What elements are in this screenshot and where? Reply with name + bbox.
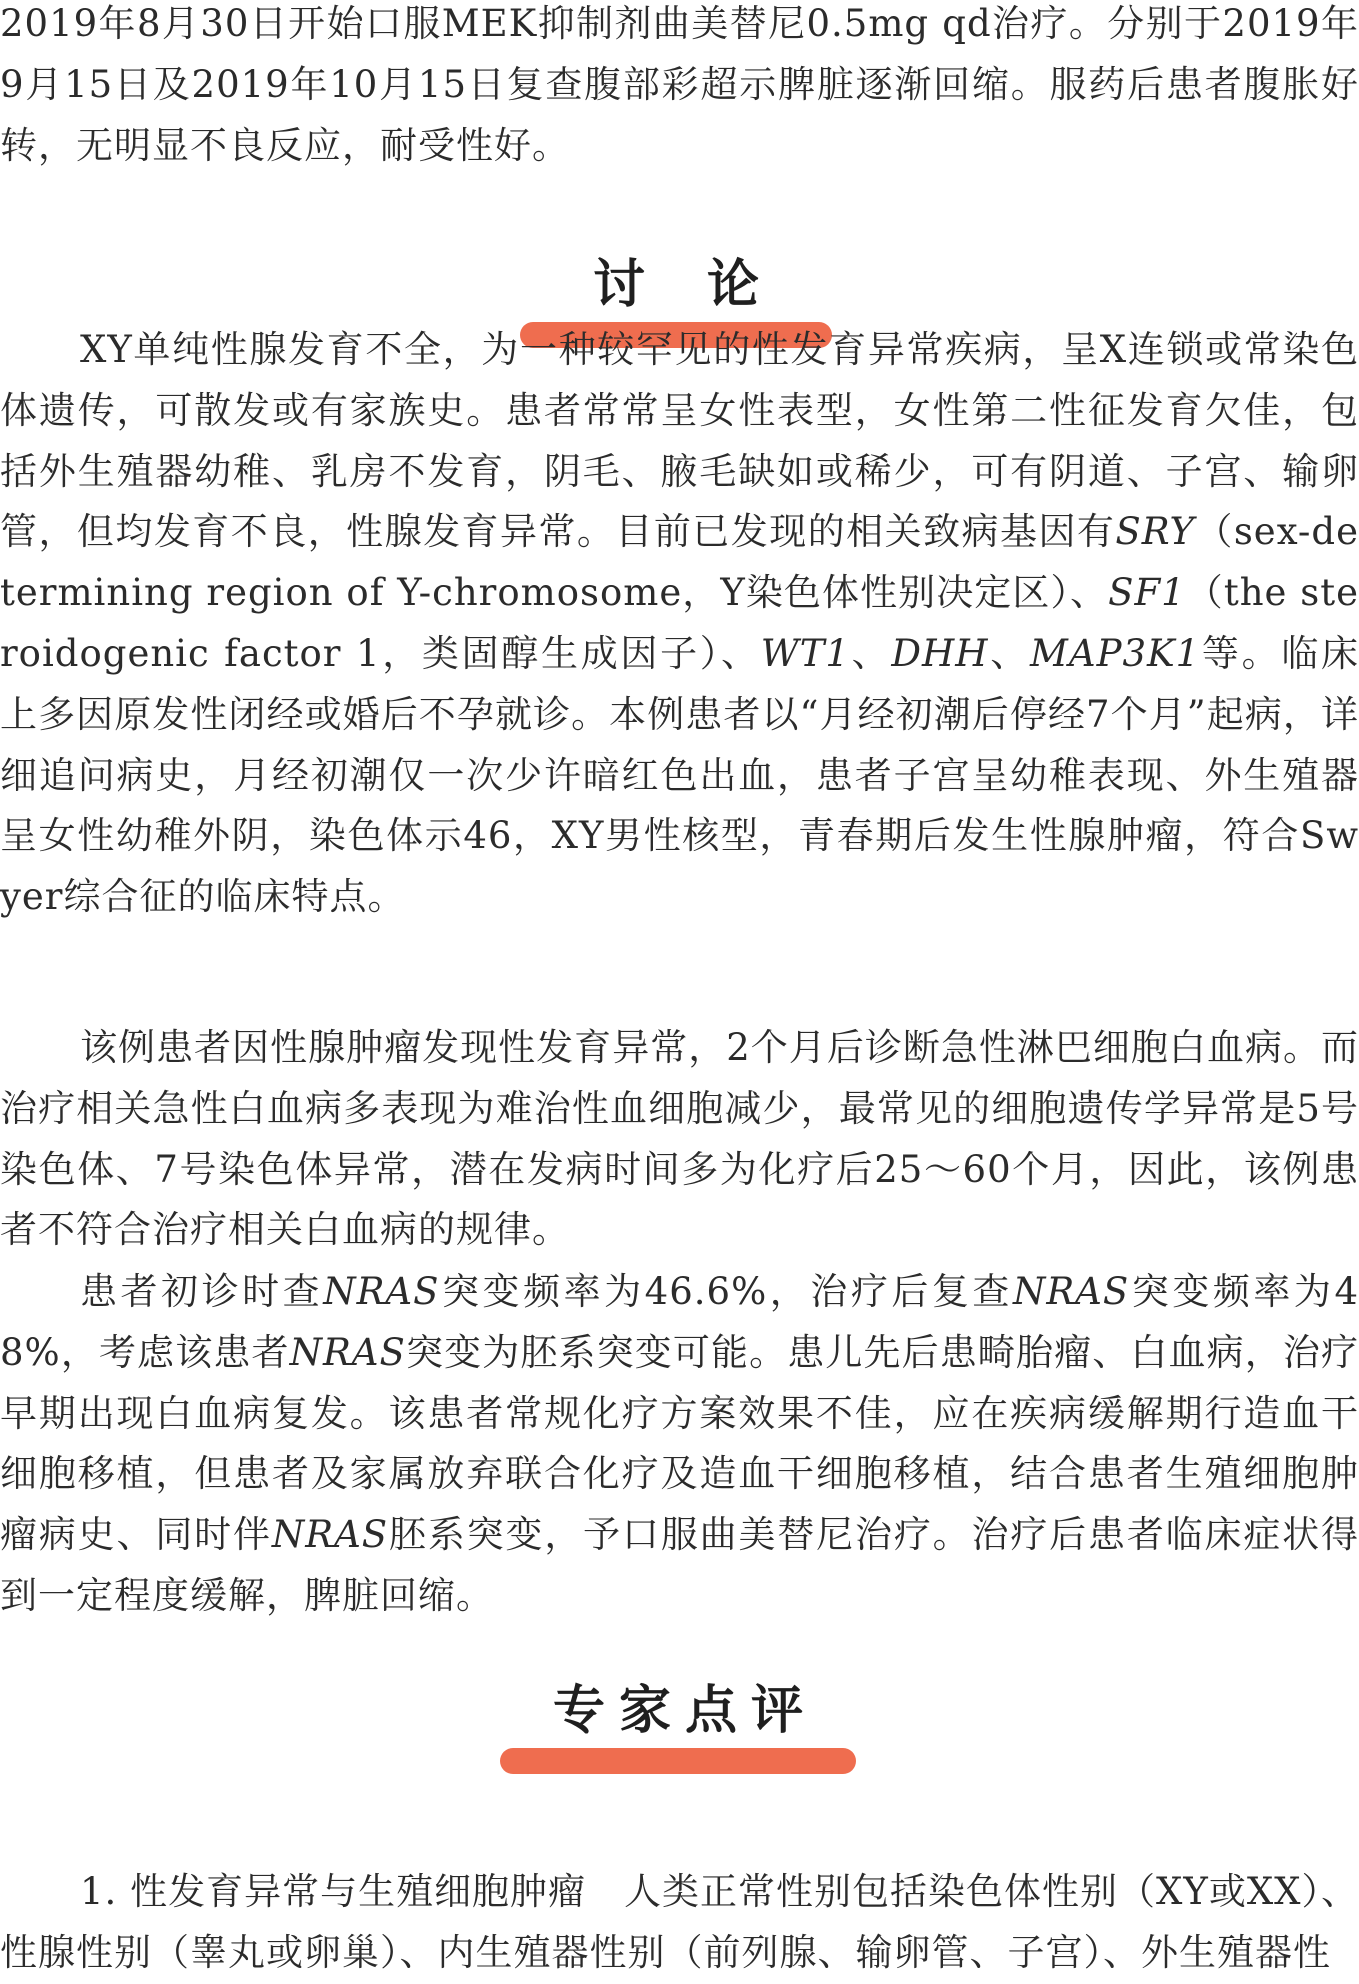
gene-name: NRAS bbox=[1012, 1270, 1130, 1313]
gene-name: SRY bbox=[1115, 510, 1195, 554]
text-run: 等。临床上多因原发性闭经或婚后不孕就诊。本例患者以“月经初潮后停经7个月”起病，详细追问病史，月经初潮仅一次少许暗红色出血，患者子宫呈幼稚表现、外生殖器呈女性幼稚外阴，染色体示46，XY男性核型，青春期后发生性腺肿瘤，符合Swyer综合征的临床特点。 bbox=[0, 631, 1359, 919]
intro-text: 2019年8月30日开始口服MEK抑制剂曲美替尼0.5mg qd治疗。分别于2019年9月15日及2019年10月15日复查腹部彩超示脾脏逐渐回缩。服药后患者腹胀好转，无明显不良反应，耐受性好。 bbox=[0, 2, 1359, 167]
expert-paragraph-1 bbox=[0, 1862, 1359, 1984]
discussion-paragraph-3 bbox=[0, 1262, 1359, 1627]
text-run: 患者初诊时查 bbox=[80, 1270, 324, 1313]
text-run: （sex-determining region of Y-chromosome，Y染色体性别决定区）、 bbox=[0, 510, 1359, 615]
discussion-heading: 讨论 bbox=[592, 255, 821, 315]
text-run: （the steroidogenic factor 1，类固醇生成因子）、 bbox=[0, 571, 1359, 675]
text-run: 突变频率为48%，考虑该患者 bbox=[0, 1270, 1359, 1374]
expert-banner-bar bbox=[500, 1748, 856, 1774]
text-run: 胚系突变，予口服曲美替尼治疗。治疗后患者临床症状得到一定程度缓解，脾脏回缩。 bbox=[0, 1513, 1359, 1617]
gene-name: MAP3K1 bbox=[1029, 631, 1201, 675]
discussion-paragraph-2 bbox=[0, 1018, 1359, 1261]
gene-name: DHH bbox=[891, 631, 989, 675]
text-run: 突变为胚系突变可能。患儿先后患畸胎瘤、白血病，治疗早期出现白血病复发。该患者常规化疗方案效果不佳，应在疾病缓解期行造血干细胞移植，但患者及家属放弃联合化疗及造血干细胞移植，结合患者生殖细胞肿瘤病史、同时伴 bbox=[0, 1330, 1359, 1557]
expert-comment-heading-banner bbox=[500, 1668, 856, 1788]
intro-paragraph bbox=[0, 0, 1359, 176]
gene-name: NRAS bbox=[323, 1270, 440, 1313]
gene-name: NRAS bbox=[271, 1513, 389, 1557]
text-run: 突变频率为46.6%，治疗后复查 bbox=[439, 1270, 1013, 1313]
text-run: 、 bbox=[849, 631, 892, 675]
text-run: XY单纯性腺发育不全，为一种较罕见的性发育异常疾病，呈X连锁或常染色体遗传，可散发或有家族史。患者常常呈女性表型，女性第二性征发育欠佳，包括外生殖器幼稚、乳房不发育，阴毛、腋毛缺如或稀少，可有阴道、子宫、输卵管，但均发育不良，性腺发育异常。目前已发现的相关致病基因有 bbox=[0, 328, 1359, 554]
text-run: 、 bbox=[988, 631, 1030, 675]
discussion-paragraph-1 bbox=[0, 320, 1359, 928]
text-run: 该例患者因性腺肿瘤发现性发育异常，2个月后诊断急性淋巴细胞白血病。而治疗相关急性白血病多表现为难治性血细胞减少，最常见的细胞遗传学异常是5号染色体、7号染色体异常，潜在发病时间多为化疗后25～60个月，因此，该例患者不符合治疗相关白血病的规律。 bbox=[0, 1026, 1359, 1252]
gene-name: SF1 bbox=[1108, 571, 1186, 615]
text-run: 1. 性发育异常与生殖细胞肿瘤 人类正常性别包括染色体性别（XY或XX）、性腺性别（睾丸或卵巢）、内生殖器性别（前列腺、输卵管、子宫）、外生殖器性 bbox=[0, 1870, 1359, 1974]
gene-name: NRAS bbox=[289, 1330, 406, 1374]
gene-name: WT1 bbox=[760, 631, 850, 675]
expert-comment-heading: 专家点评 bbox=[552, 1681, 817, 1741]
